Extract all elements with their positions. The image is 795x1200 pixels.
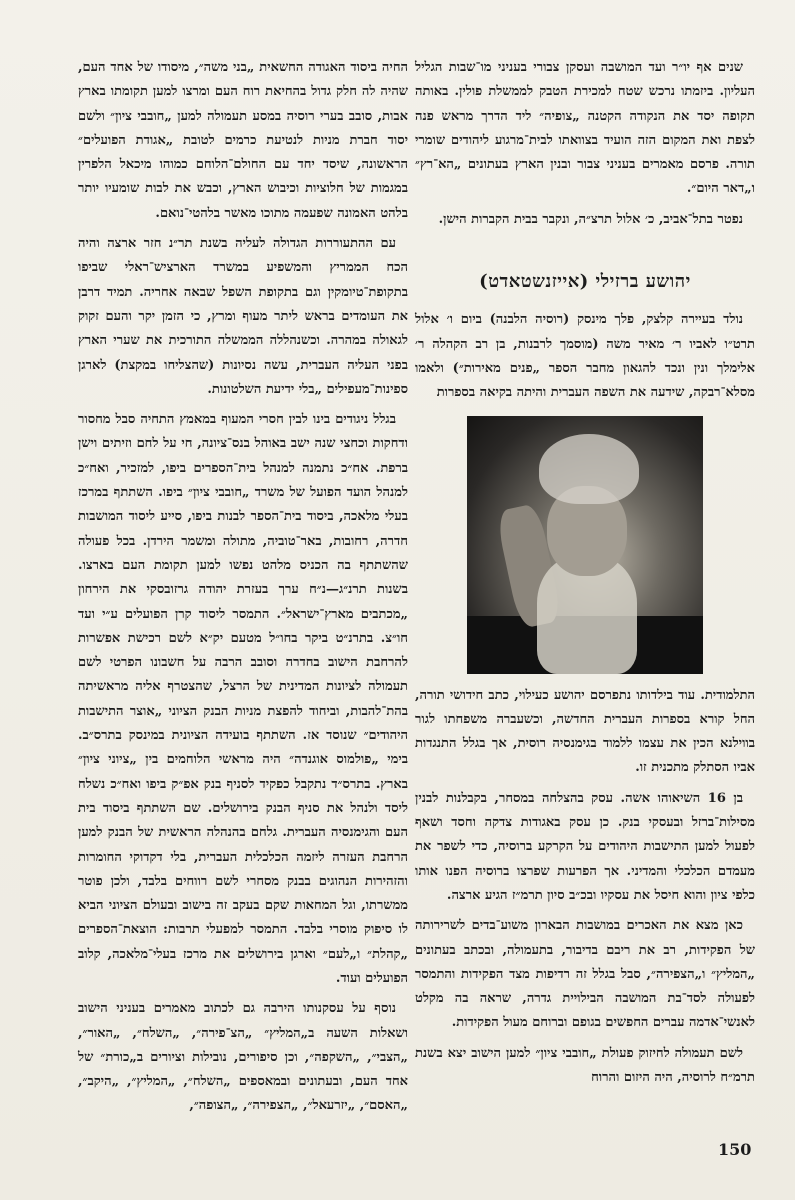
right-column	[415, 56, 755, 1096]
paragraph-bio-3: בן 16 השיאוהו אשה. עסק בהצלחה במסחר, בקבלנות לבנין מסילות־ברזל ובעסקי בנק. כן עסק באגודות צדקה וחסד ושאף לפעול למען התישבות היהודים על הקרקע ברוסיה, כדי לשפר את מעמדם הכלכלי והמדיני. אך הפרעות שפרצו ברוסיה הפנו אותו כלפי ציון והוא חיסל את עסקיו ובכ״ב סיון תרמ״ז הגיע ארצה.	[415, 790, 755, 903]
paragraph-left-2: עם ההתעוררות הגדולה לעליה בשנת תר״נ חזר ארצה והיה הכח הממריץ והמשפיע במשרד הארציש־ראלי שביפו בתקופת־טיומקין וגם בתקופת השפל שבאה אחריה. תמיד דרבן את העומדים בראש ליתר מעוף ומרץ, כי הזמן יקר והעם זקוק לגאולה במהרה. וכשנהללה הממשלה התורכית את שערי הארץ בפני העליה העברית, עשה נסיונות (שהצליחו במקצת) לארגן ספינות־מעפילים „בלי ידיעת השלטונות.	[78, 236, 408, 397]
paragraph-intro: שנים אף יו״ר ועד המושבה ועסקן צבורי בעניני מו־שבות הגליל העליון. ביזמתו נרכש שטח למכירת הטבק לממשלת פולין. באותה תקופה יסד את הנקודה הקטנה „צופיה״ ליד הדרך מראש פנה לצפת ואת המקום הזה הועיד בצוואתו לבית־מרגוע ליהודים שומרי תורה. פרסם מאמרים בעניני צבור ובנין הארץ בעתונים „הא־רץ״ ו„דאר היום״.	[415, 60, 755, 197]
paragraph-death: נפטר בתל־אביב, כ׳ אלול תרצ״ה, ונקבר בבית הקברות הישן.	[438, 211, 743, 227]
paragraph-bio-2: התלמודית. עוד בילדותו נתפרסם יהושע כעילוי, כתב חידושי תורה, החל קורא בספרות העברית החדשה, וכשעברה משפחתו לגור בווילנא הכין את עצמו ללמוד בגימנסיה רוסית, אך בגלל התנגדות אביו הסתלק מתכנית זו.	[415, 687, 755, 776]
paragraph-bio-1: נולד בעיירה קלצק, פלך מינסק (רוסיה הלבנה) ביום ו׳ אלול תרט״ו לאביו ר׳ מאיר משה (מוסמך לרבנות, בן רב הקהלה ר׳ אלימלך ונין ונכד להגאון מחבר הספר „פנים מאירות״) ולאמו מסלא־רבקה, שידעה את השפה העברית והיתה בקיאה בספרות	[415, 312, 755, 401]
paragraph-left-1: החיה ביסוד האגודה החשאית „בני משה״, מיסודו של אחד העם, שהיה לה חלק גדול בהחיאת רוח העם ומרצו למען תקומתו בארץ אבות, סובב בערי רוסיה במסע תעמולה למען „חובבי ציון״ ולשם יסוד חברת מניות לנטיעת כרמים לטובת „אגודת הפועלים״ הראשונה, שיסד יחד עם החולם־הלוחם כמוהו מיכאל הלפרין במגמות של חלוציות וכיבוש הארץ, וכבש את לבות שומעיו יותר בלהט האמונה שפעמה מתוכו מאשר בלהטי־נואם.	[78, 60, 408, 221]
paragraph-left-3: בגלל ניגודים בינו לבין חסרי המעוף במאמץ התחיה סבל מחסור ודחקות וכחצי שנה ישב באוהל בנס־ציונה, חי על לחם וזיתים וישן ברפת. אח״כ נתמנה למנהל בית־הספרים ביפו, למזכיר, ואח״כ למנהל הועד הפועל של משרד „חובבי ציון״ ביפו. השתתף במרכז בעלי מלאכה, ביסוד בית־הספר לבנות ביפו, סייע ליסוד המושבות חדרה, רחובות, באר־טוביה, מתולה ומשמר הירדן. בכל פעולה שהשתתף בה הכניס מלהט נפשו למען תקומת העם בארצו. בשנות תרנ״ג—נ״ח ערך בעזרת יהודה גרזובסקי את הירחון „מכתבים מארץ־ישראל״. התמסר ליסוד קרן הפועלים ע״י ועד חו״צ. בתרנ״ט ביקר בחו״ל מטעם יק״א לשם רכישת אפשרות להרחבת הישוב בחדרה וסובב הרבה על חשבונו הפרטי לשם תעמולה לציונות המדינית של הרצל, שהצטרף אליה מראשיתה בהת־להבות, וביחוד להפצת מניות הבנק הציוני „אוצר התישבות היהודים״ שנוסד אז. השתתף בועידה הציונית במינסק בתרס״ב. בימי „פולמוס אוגנדה״ היה מראשי הלוחמים בין „ציוני ציון״ בארץ. בתרס״ד נתקבל כפקיד לסניף בנק אפ״ק ביפו ואח״כ נשלח ליסד ולנהל את סניף הבנק בירושלים. שם השתתף ביסוד בית העם והגימנסיה העברית. גלחם בהנהלה הראשית של הבנק למען הרחבת העזרה ליזמה הכלכלית העברית, בלי דקדוקי החומרות והזהירות הנהוגים בבנק מסחרי לשם רווחים בלבד, ולכן פוטר ממשרתו, וגל המחאות שקם בעקב זה בישוב ובעולם הציוני הביא לו סיפוק מוסרי בלבד. התמסר למפעלי תרבות: הוצאת־הספרים „קהלת״ ו„לעם״ וארגן בירושלים את מרכז בעלי־מלאכה, קלוב הפועלים ועוד.	[78, 412, 408, 986]
article-heading: יהושע ברזילי (אייזנשטאדט)	[479, 271, 691, 293]
left-column	[78, 56, 408, 1125]
paragraph-bio-4: כאן מצא את האכרים במושבות הבארון משוע־בדים לשרירותה של הפקידות, רב את ריבם בדיבור, בתעמולה, ובכתב בעתונים „המליץ״ ו„הצפירה״, סבל בגלל זה רדיפות מצד הפקידות והתמסר לפעולה לסד־בת המושבה הבילויית גדרה, שראה בה מקלט לאנשי־אדמה עברים החפשים בגופם וברוחם מעול הפקידות.	[415, 918, 755, 1031]
paragraph-left-4: נוסף על עסקנותו הירבה גם לכתוב מאמרים בעניני הישוב ושאלות השעה ב„המליץ״ „הצ־פירה״, „השלח״, „האור״, „הצבי״, „השקפה״, וכן סיפורים, נובילות וציורים ב„כורת״ של אחד העם, ובעתונים ובמאספים „השלח״, „המליץ״, „היקב״, „האסם״, „יזרעאל״, „הצפירה״, „הצופה״,	[78, 1001, 408, 1114]
portrait-photo	[467, 416, 703, 674]
page-number: 150	[718, 1140, 752, 1159]
paragraph-bio-5: לשם תעמולה לחיזוק פעולת „חובבי ציון״ למען הישוב יצא בשנת תרמ״ח לרוסיה, היה היזום והרוח	[415, 1045, 755, 1086]
